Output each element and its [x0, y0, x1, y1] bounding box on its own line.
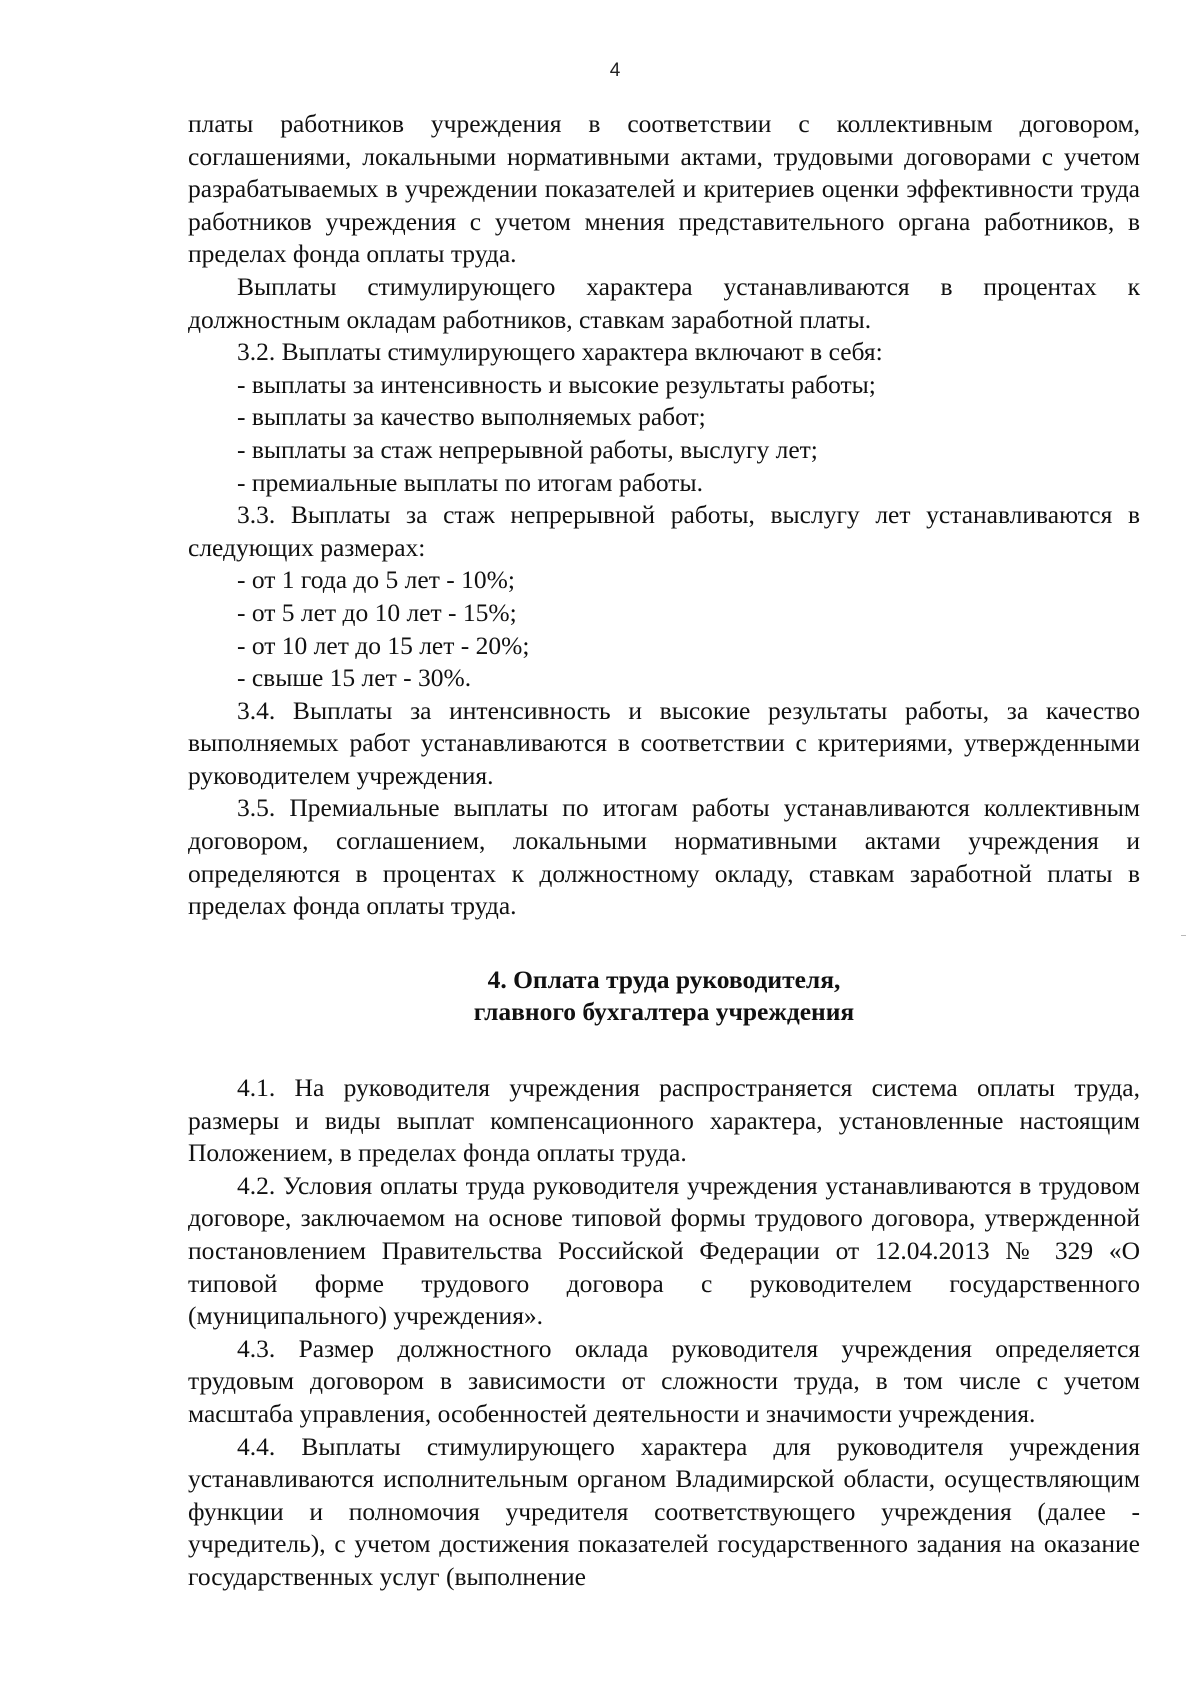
- list-item: - от 1 года до 5 лет - 10%;: [237, 565, 515, 595]
- list-3-2: [188, 369, 1140, 499]
- section-4-heading: [188, 964, 1140, 1029]
- paragraph-3-4: 3.4. Выплаты за интенсивность и высокие результаты работы, за качество выполняемых работ устанавливаются в соответствии с критериями, утвержденными руководителем учреждения.: [188, 695, 1140, 790]
- paragraph-4-4: 4.4. Выплаты стимулирующего характера для руководителя учреждения устанавливаются исполнительным органом Владимирской области, осуществляющим функции и полномочия учредителя соответствующего учреждения (далее - учредитель), с учетом достижения показателей государственного задания на оказание государственных услуг (выполнение: [188, 1431, 1140, 1591]
- paragraph-3-2: 3.2. Выплаты стимулирующего характера включают в себя:: [237, 337, 883, 367]
- list-item: - свыше 15 лет - 30%.: [237, 663, 472, 693]
- section-4-title-line-2: главного бухгалтера учреждения: [473, 997, 855, 1027]
- section-4-title-line-1: 4. Оплата труда руководителя,: [487, 964, 841, 994]
- list-item: - выплаты за качество выполняемых работ;: [237, 402, 706, 432]
- paragraph-4-2: 4.2. Условия оплаты труда руководителя учреждения устанавливаются в трудовом договоре, заключаемом на основе типовой формы трудового договора, утвержденной постановлением Правительства Российской Федерации от 12.04.2013 № 329 «О типовой форме трудового договора с руководителем государственного (муниципального) учреждения».: [188, 1170, 1140, 1331]
- paragraph-4-3: 4.3. Размер должностного оклада руководителя учреждения определяется трудовым договором в зависимости от сложности труда, в том числе с учетом масштаба управления, особенностей деятельности и значимости учреждения.: [188, 1333, 1140, 1428]
- list-3-3: [188, 564, 1140, 694]
- list-item: - от 5 лет до 10 лет - 15%;: [237, 597, 517, 627]
- paragraph-3-3: 3.3. Выплаты за стаж непрерывной работы, выслугу лет устанавливаются в следующих размерах:: [188, 500, 1140, 562]
- intro-paragraph: платы работников учреждения в соответствии с коллективным договором, соглашениями, локальными нормативными актами, трудовыми договорами с учетом разрабатываемых в учреждении показателей и критериев оценки эффективности труда работников учреждения с учетом мнения представительного органа работников, в пределах фонда оплаты труда.: [188, 109, 1140, 269]
- list-item: - от 10 лет до 15 лет - 20%;: [237, 630, 530, 660]
- document-body: [188, 108, 1140, 1594]
- paragraph-stimulating-payments: Выплаты стимулирующего характера устанавливаются в процентах к должностным окладам работников, ставкам заработной платы.: [188, 271, 1140, 334]
- paragraph-4-1: 4.1. На руководителя учреждения распространяется система оплаты труда, размеры и виды выплат компенсационного характера, установленные настоящим Положением, в пределах фонда оплаты труда.: [188, 1073, 1140, 1168]
- list-item: - выплаты за стаж непрерывной работы, выслугу лет;: [237, 434, 818, 464]
- list-item: - выплаты за интенсивность и высокие результаты работы;: [237, 369, 876, 399]
- page-number: 4: [609, 60, 621, 81]
- list-item: - премиальные выплаты по итогам работы.: [237, 467, 703, 497]
- paragraph-3-5: 3.5. Премиальные выплаты по итогам работы устанавливаются коллективным договором, соглашением, локальными нормативными актами учреждения и определяются в процентах к должностному окладу, ставкам заработной платы в пределах фонда оплаты труда.: [188, 793, 1140, 921]
- scan-artifact: [1181, 935, 1186, 936]
